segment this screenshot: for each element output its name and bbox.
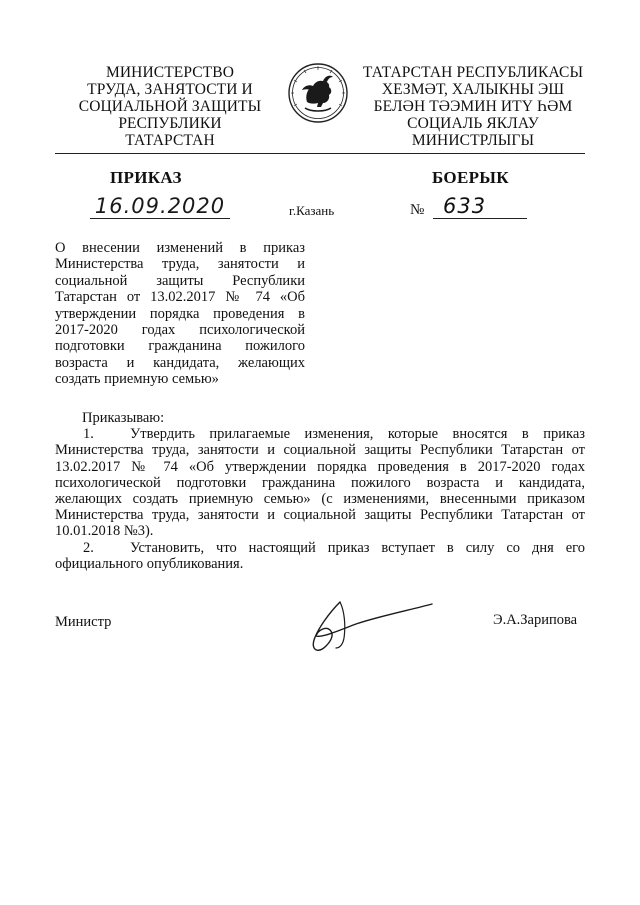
subject-line: подготовки гражданина пожилого: [55, 338, 305, 355]
header-right-line: БЕЛӘН ТӘЭМИН ИТҮ ҺӘМ: [373, 98, 573, 115]
item-2-number: 2.: [83, 539, 94, 556]
item-2-first-line: [55, 540, 585, 556]
ministry-name-tt: [362, 64, 584, 149]
subject-line: утверждении порядка проведения в: [55, 305, 305, 322]
header-left-line: РЕСПУБЛИКИ: [118, 115, 222, 132]
subject-line: 2017-2020 годах психологической: [55, 322, 305, 339]
item-2-line: официального опубликования.: [55, 555, 244, 572]
item-1-line: психологической подготовки гражданина пожилого возраста и кандидата,: [55, 474, 585, 491]
header-right-line: МИНИСТРЛЫГЫ: [411, 132, 535, 149]
coat-of-arms-icon: [287, 62, 349, 124]
item-1-number: 1.: [83, 426, 94, 443]
subject-line: Министерства труда, занятости и: [55, 256, 305, 273]
order-subject: [55, 240, 305, 388]
item-1-first-line: [55, 426, 585, 442]
header-right-line: ХЕЗМӘТ, ХАЛЫКНЫ ЭШ: [381, 81, 565, 98]
header-left-line: ТРУДА, ЗАНЯТОСТИ И: [87, 81, 253, 98]
item-1-line: желающих создать приемную семью» (с изменениями, внесенными приказом: [55, 491, 585, 508]
item-1-line: Министерства труда, занятости и социальной защиты Республики Татарстан от: [55, 507, 585, 524]
order-title-ru: ПРИКАЗ: [110, 168, 182, 187]
item-1-line: Утвердить прилагаемые изменения, которые вносятся в приказ: [130, 426, 585, 443]
order-intro: Приказываю:: [82, 410, 165, 426]
header-left-line: СОЦИАЛЬНОЙ ЗАЩИТЫ: [78, 98, 262, 115]
subject-line: Татарстан от 13.02.2017 № 74 «Об: [55, 289, 305, 306]
subject-line: О внесении изменений в приказ: [55, 240, 305, 256]
item-2-line: Установить, что настоящий приказ вступает в силу со дня его: [130, 539, 585, 556]
header-left-line: МИНИСТЕРСТВО: [106, 64, 234, 81]
subject-line: создать приемную семью»: [55, 371, 219, 388]
ministry-name-ru: [70, 64, 270, 149]
header-right-line: СОЦИАЛЬ ЯКЛАУ: [407, 115, 539, 132]
signatory-name: Э.А.Зарипова: [493, 612, 578, 628]
subject-line: возраста и кандидата, желающих: [55, 354, 305, 371]
item-1-line: 10.01.2018 №3).: [55, 523, 154, 540]
header-right-line: ТАТАРСТАН РЕСПУБЛИКАСЫ: [362, 64, 584, 81]
item-1-line: 13.02.2017 № 74 «Об утверждении порядка проведения в 2017-2020 годах: [55, 458, 585, 475]
header-divider: [55, 153, 585, 154]
order-number: 633: [433, 194, 527, 219]
number-sign: №: [410, 202, 425, 218]
signatory-role: Министр: [55, 614, 112, 630]
order-body: [55, 410, 585, 572]
handwritten-signature: [300, 590, 450, 660]
order-title-tt: БОЕРЫК: [432, 168, 509, 187]
header-left-line: ТАТАРСТАН: [125, 132, 215, 149]
order-date: 16.09.2020: [90, 194, 230, 219]
item-1-line: Министерства труда, занятости и социальной защиты Республики Татарстан от: [55, 442, 585, 459]
order-city: г.Казань: [289, 203, 335, 218]
subject-line: социальной защиты Республики: [55, 272, 305, 289]
